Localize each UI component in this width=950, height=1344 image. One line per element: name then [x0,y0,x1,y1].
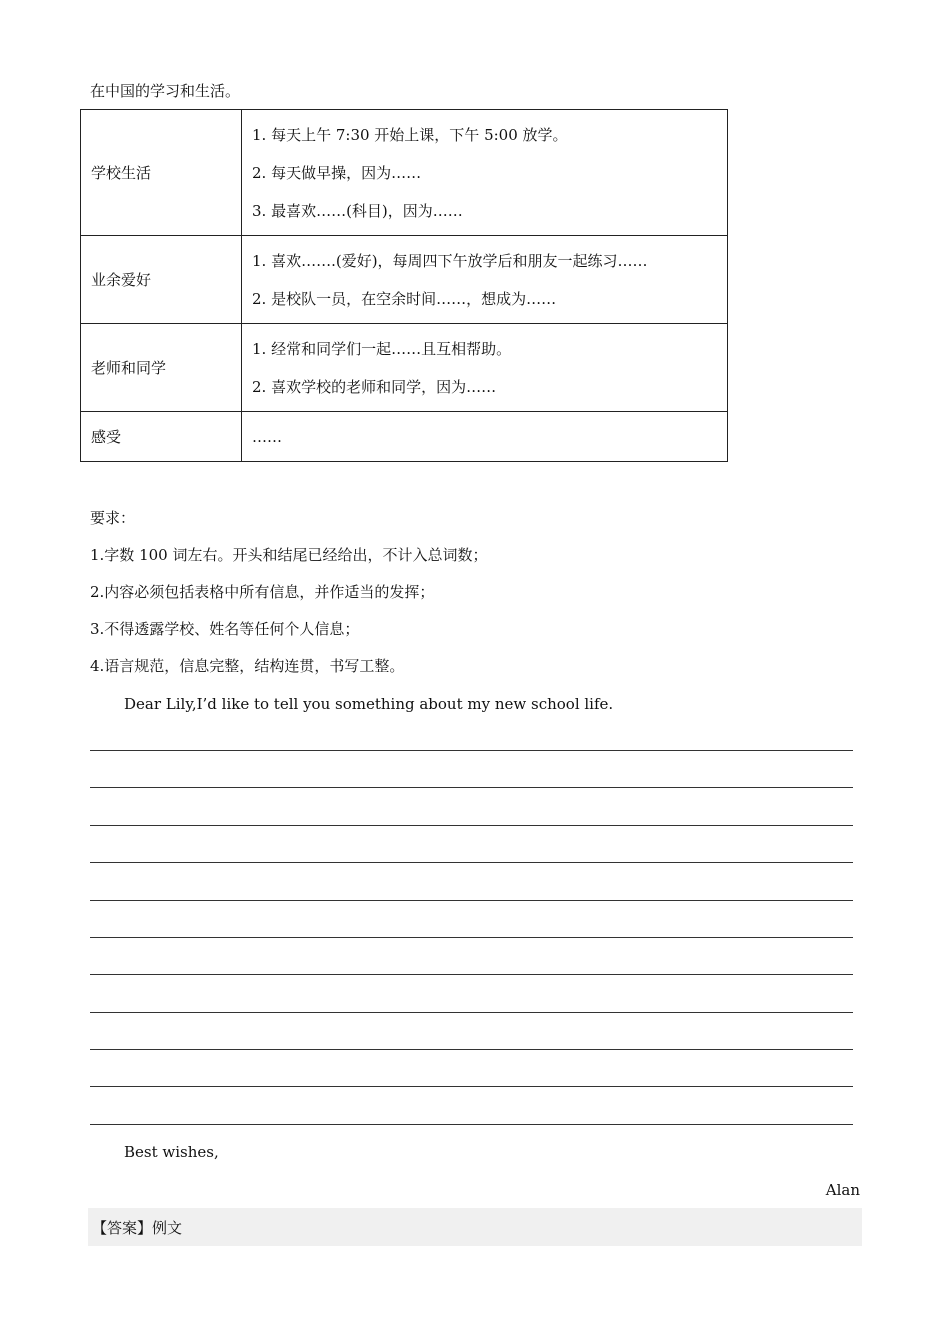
list-item: 1. 每天上午 7:30 开始上课，下午 5:00 放学。 [252,125,568,144]
table-row [81,110,728,236]
table-row [81,324,728,412]
requirements-title: 要求： [90,509,136,527]
row-content [242,110,728,236]
answer-label: 【答案】例文 [92,1219,183,1237]
table-row [81,412,728,462]
writing-line [90,974,853,975]
requirement-item: 1.字数 100 词左右。开头和结尾已经给出，不计入总词数； [90,546,488,564]
letter-opening: Dear Lily,I’d like to tell you something about my new school life. [124,695,614,713]
row-content [242,412,728,462]
row-label: 业余爱好 [81,236,242,324]
list-item: …… [252,427,282,446]
writing-line [90,1012,853,1013]
list-item: 1. 经常和同学们一起……且互相帮助。 [252,339,512,358]
writing-line [90,1124,853,1125]
list-item: 2. 喜欢学校的老师和同学，因为…… [252,377,497,396]
writing-line [90,937,853,938]
list-item: 2. 每天做早操，因为…… [252,163,422,182]
row-content [242,236,728,324]
answer-bar [88,1208,862,1246]
requirement-item: 4.语言规范，信息完整，结构连贯，书写工整。 [90,657,405,675]
writing-line [90,1086,853,1087]
requirement-item: 2.内容必须包括表格中所有信息，并作适当的发挥； [90,583,435,601]
writing-line [90,862,853,863]
list-item: 3. 最喜欢……(科目)，因为…… [252,201,463,220]
row-label: 学校生活 [81,110,242,236]
table-row [81,236,728,324]
writing-line [90,900,853,901]
list-item: 1. 喜欢…….(爱好)，每周四下午放学后和朋友一起练习…… [252,251,648,270]
row-label: 感受 [81,412,242,462]
writing-line [90,787,853,788]
intro-text: 在中国的学习和生活。 [90,82,241,100]
info-table [80,109,728,462]
writing-line [90,825,853,826]
letter-signature: Alan [825,1181,860,1199]
list-item: 2. 是校队一员，在空余时间……，想成为…… [252,289,557,308]
row-content [242,324,728,412]
writing-line [90,750,853,751]
letter-closing: Best wishes, [124,1143,219,1161]
row-label: 老师和同学 [81,324,242,412]
writing-line [90,1049,853,1050]
requirement-item: 3.不得透露学校、姓名等任何个人信息； [90,620,360,638]
